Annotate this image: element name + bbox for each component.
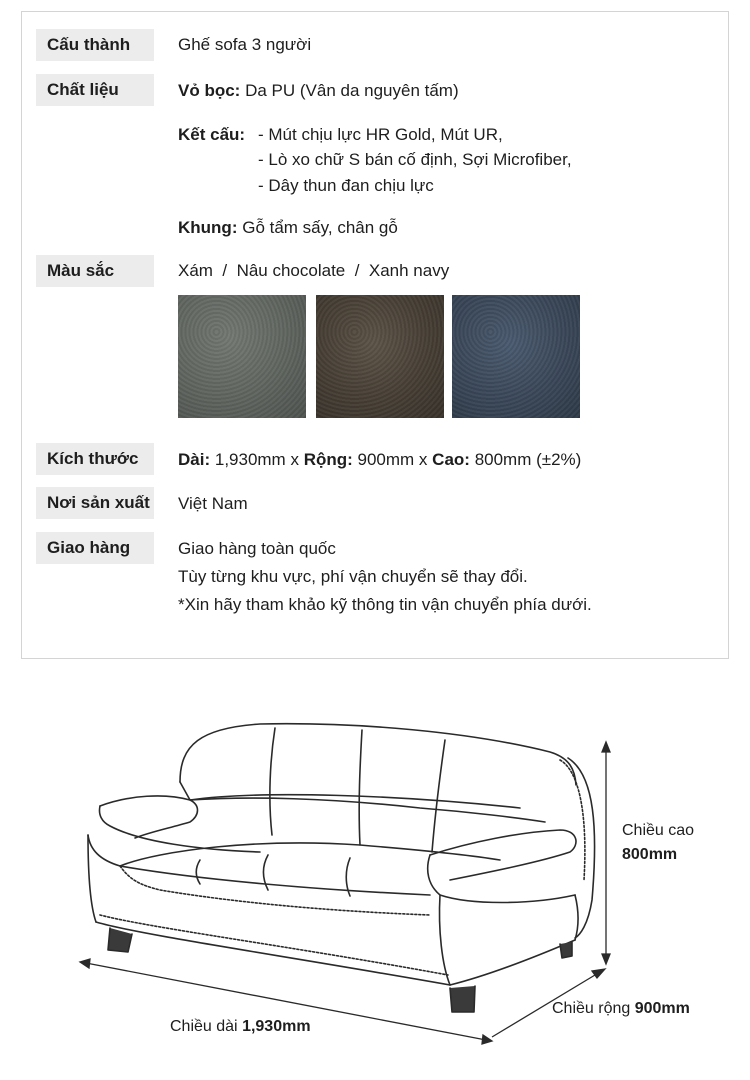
length-label: Dài:	[178, 450, 211, 469]
base-stitch	[100, 915, 448, 975]
cover-label: Vỏ bọc:	[178, 81, 241, 100]
label-composition: Cấu thành	[36, 29, 154, 61]
depth-dim-label: Chiều rộng	[552, 1000, 631, 1017]
height-label: Cao:	[432, 450, 470, 469]
width-label: Rộng:	[303, 450, 353, 469]
left-arm-top	[100, 796, 198, 838]
right-arm-front	[428, 855, 575, 903]
length-dim-value: 1,930mm	[242, 1018, 311, 1035]
label-size: Kích thước	[36, 443, 154, 475]
color-options: Xám / Nâu chocolate / Xanh navy	[178, 261, 450, 280]
length-dim-label: Chiều dài	[170, 1018, 238, 1035]
swatch-grey	[178, 295, 306, 418]
label-origin: Nơi sản xuất	[36, 487, 154, 519]
seat-seam-1	[196, 860, 200, 884]
sofa-back-top	[180, 724, 576, 785]
height-value: 800mm (±2%)	[474, 450, 582, 469]
value-composition: Ghế sofa 3 người	[178, 35, 312, 54]
back-tuft-line	[190, 798, 545, 822]
depth-arrow	[592, 969, 605, 978]
height-dim-value: 800mm	[622, 846, 678, 863]
width-value: 900mm x	[357, 450, 428, 469]
label-material: Chất liệu	[36, 74, 154, 106]
structure-label: Kết cấu:	[178, 125, 246, 144]
right-arm-face	[439, 895, 450, 985]
leg-front-left	[108, 928, 132, 952]
back-side-stitch	[560, 760, 585, 880]
structure-item-3: - Dây thun đan chịu lực	[258, 176, 434, 195]
size-value	[178, 448, 581, 472]
frame-label: Khung:	[178, 218, 238, 237]
delivery-line-2: Tùy từng khu vực, phí vận chuyển sẽ thay đổi.	[178, 567, 528, 586]
length-value: 1,930mm x	[214, 450, 299, 469]
leg-back-right	[560, 942, 572, 958]
label-delivery: Giao hàng	[36, 532, 154, 564]
delivery-line-1: Giao hàng toàn quốc	[178, 539, 336, 558]
swatch-navy	[452, 295, 580, 418]
right-arm-side	[575, 895, 578, 940]
leg-front-right	[450, 986, 475, 1012]
height-arrow-top	[602, 742, 610, 752]
depth-dim-text	[552, 1000, 690, 1018]
height-dim-label: Chiều cao	[622, 822, 695, 839]
material-frame	[178, 216, 398, 240]
structure-item-2: - Lò xo chữ S bán cố định, Sợi Microfiber,	[258, 150, 572, 169]
value-origin: Việt Nam	[178, 494, 248, 513]
length-arrow-left	[80, 959, 90, 968]
cover-value: Da PU (Vân da nguyên tấm)	[245, 81, 459, 100]
length-arrow-right	[482, 1035, 492, 1044]
back-seam-3	[432, 740, 445, 852]
right-arm-top	[430, 830, 576, 880]
label-color: Màu sắc	[36, 255, 154, 287]
base-side	[450, 940, 575, 985]
back-seam-2	[359, 730, 362, 845]
depth-dim-value: 900mm	[634, 1000, 690, 1017]
swatch-brown	[316, 295, 444, 418]
sofa-back-base	[180, 782, 520, 808]
seat-top-edge	[120, 843, 500, 866]
structure-item-1: - Mút chịu lực HR Gold, Mút UR,	[258, 125, 503, 144]
back-seam-1	[270, 728, 275, 835]
back-side	[568, 758, 595, 938]
length-dim-text	[170, 1018, 311, 1036]
delivery-line-3: *Xin hãy tham khảo kỹ thông tin vận chuyển phía dưới.	[178, 595, 592, 614]
height-arrow-bottom	[602, 954, 610, 964]
material-cover	[178, 79, 459, 103]
frame-value: Gỗ tẩm sấy, chân gỗ	[242, 218, 398, 237]
